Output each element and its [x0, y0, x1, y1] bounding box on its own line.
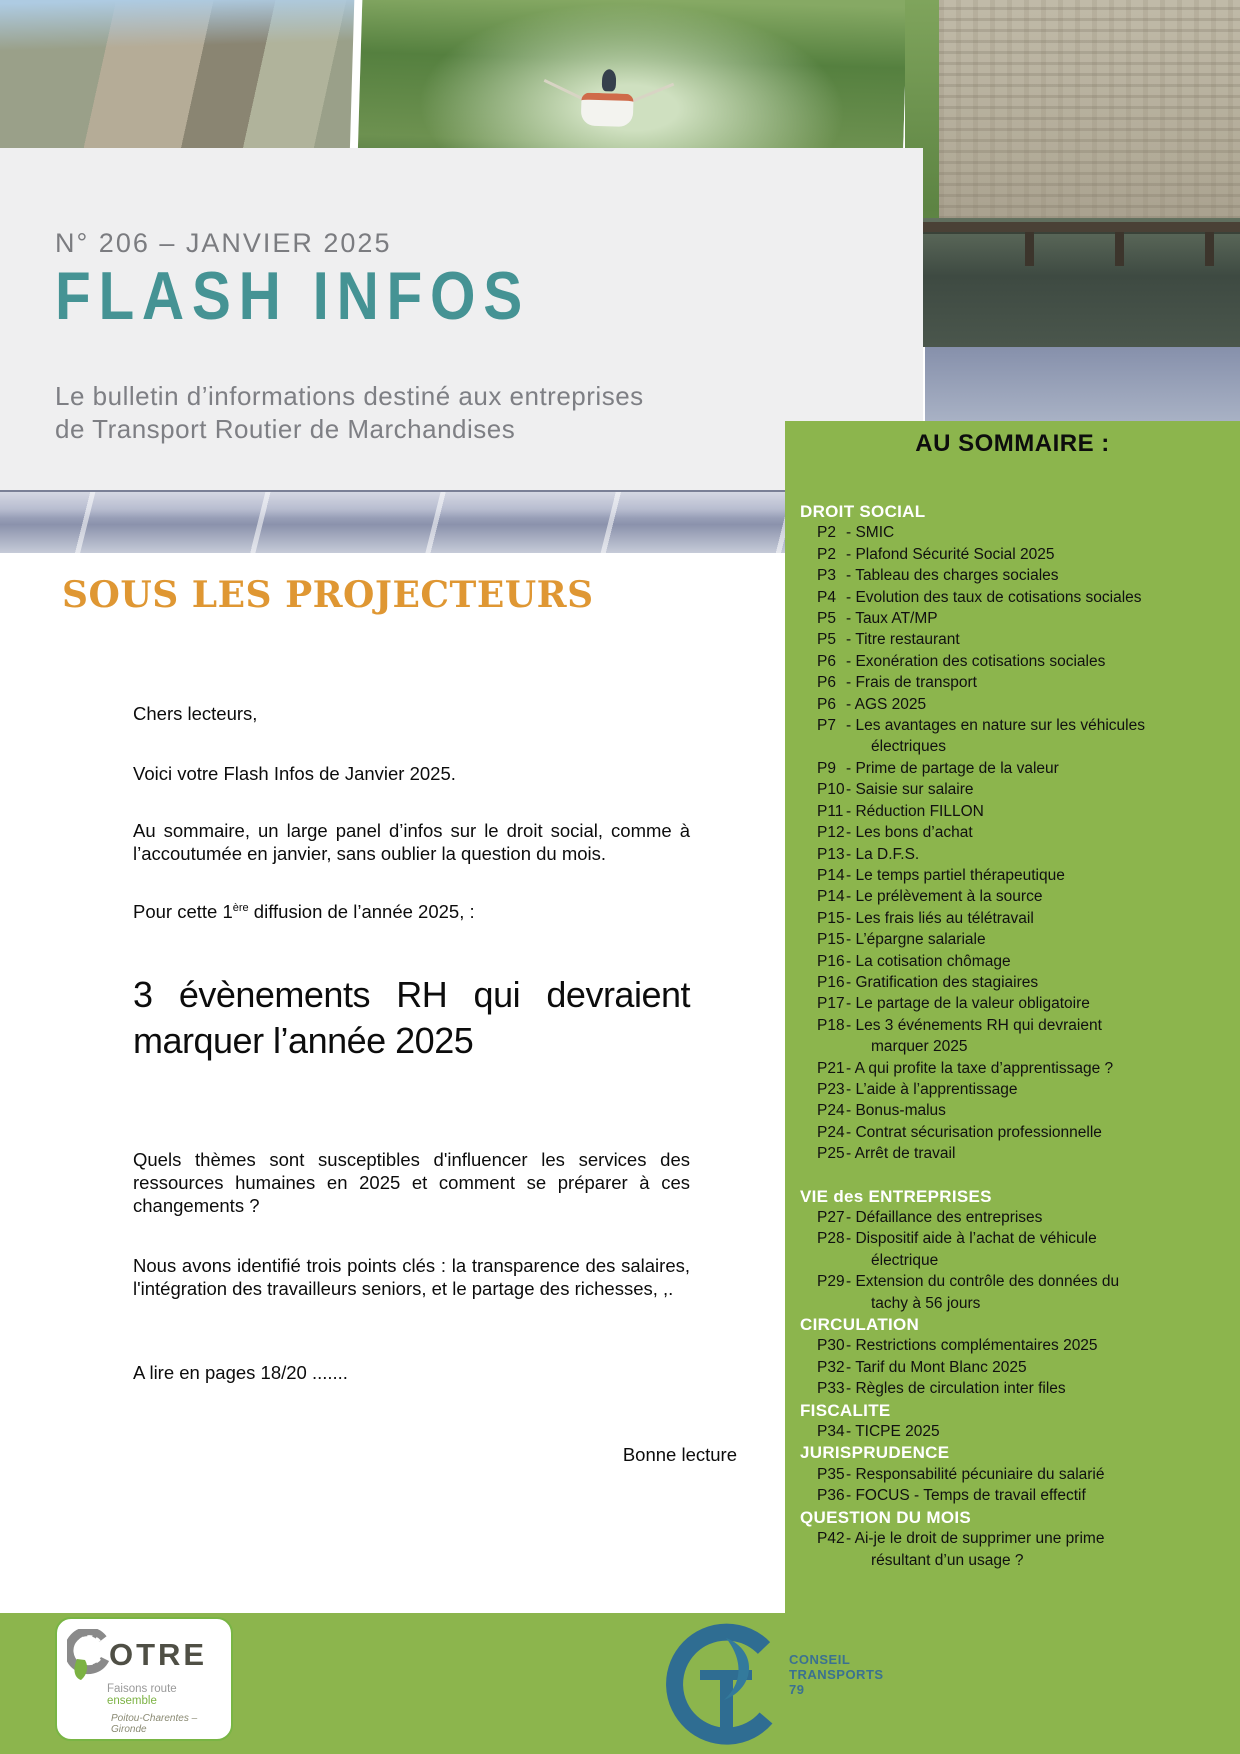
toc-item	[800, 779, 1240, 800]
toc-item	[800, 758, 1240, 779]
toc-item-label: - Evolution des taux de cotisations sociales	[846, 588, 1142, 606]
issue-number: N° 206 – JANVIER 2025	[55, 228, 392, 258]
sommaire-sidebar	[785, 421, 1240, 1754]
toc-item-label: - Frais de transport	[846, 674, 977, 692]
toc-page-number: P34	[817, 1423, 845, 1441]
toc-item	[800, 672, 1240, 693]
toc-section-heading: JURISPRUDENCE	[800, 1443, 950, 1463]
toc-section	[800, 501, 1240, 1165]
table-of-contents	[785, 501, 1240, 1571]
toc-page-number: P15	[817, 931, 845, 949]
toc-item-label: - Les frais liés au télétravail	[846, 909, 1034, 927]
rower-figure	[602, 69, 617, 91]
toc-item	[800, 1485, 1240, 1506]
toc-item-label: - SMIC	[846, 524, 895, 542]
otre-tagline	[67, 1683, 223, 1707]
toc-item-label: - Les bons d’achat	[846, 824, 973, 842]
toc-item	[800, 972, 1240, 993]
newsletter-subtitle	[55, 380, 644, 446]
toc-item-label: - La cotisation chômage	[846, 952, 1011, 970]
diffusion-line	[133, 897, 690, 923]
toc-item-label: - Tarif du Mont Blanc 2025	[846, 1358, 1027, 1376]
otre-tagline-gray: Faisons route	[107, 1683, 177, 1695]
toc-page-number: P36	[817, 1487, 845, 1505]
toc-item	[800, 1058, 1240, 1079]
toc-page-number: P12	[817, 824, 845, 842]
toc-item-label: - Défaillance des entreprises	[846, 1209, 1043, 1226]
toc-page-number: P28	[817, 1230, 845, 1248]
toc-item	[800, 1015, 1240, 1036]
toc-item-label: - L’épargne salariale	[846, 931, 986, 949]
toc-item	[800, 822, 1240, 843]
toc-item	[800, 1207, 1240, 1228]
toc-section-heading: QUESTION DU MOIS	[800, 1507, 972, 1527]
toc-item	[800, 801, 1240, 822]
toc-item-label: - La D.F.S.	[846, 845, 920, 863]
toc-page-number: P32	[817, 1358, 845, 1376]
diffusion-superscript: ère	[232, 902, 249, 914]
toc-item	[800, 1228, 1240, 1249]
toc-page-number: P15	[817, 909, 845, 927]
toc-item	[800, 608, 1240, 629]
toc-page-number: P10	[817, 781, 845, 799]
toc-page-number: P14	[817, 866, 845, 884]
toc-item-label: - Règles de circulation inter files	[846, 1380, 1066, 1398]
toc-item-label: - Responsabilité pécuniaire du salarié	[846, 1465, 1105, 1483]
toc-page-number: P35	[817, 1465, 845, 1483]
toc-item	[800, 908, 1240, 929]
toc-page-number: P25	[817, 1145, 845, 1163]
toc-item-label: - Extension du contrôle des données du	[846, 1273, 1120, 1291]
conseil-line-3: 79	[789, 1682, 805, 1697]
toc-section-heading: DROIT SOCIAL	[800, 502, 926, 521]
toc-page-number: P6	[817, 652, 836, 670]
photo-castle-moat	[905, 0, 1240, 347]
toc-item-label: - Tableau des charges sociales	[846, 567, 1059, 585]
toc-item-label: - Saisie sur salaire	[846, 781, 974, 799]
toc-page-number: P23	[817, 1080, 845, 1098]
toc-item	[800, 865, 1240, 886]
toc-item	[800, 565, 1240, 586]
toc-page-number: P16	[817, 973, 845, 991]
toc-item	[800, 1357, 1240, 1378]
toc-item-label: - Bonus-malus	[846, 1102, 946, 1120]
toc-item	[800, 1378, 1240, 1399]
read-more-line: A lire en pages 18/20 .......	[133, 1362, 348, 1384]
toc-item-label: - Les avantages en nature sur les véhicules	[846, 717, 1145, 735]
toc-item-label: - Gratification des stagiaires	[846, 973, 1039, 991]
spotlight-heading: SOUS LES PROJECTEURS	[62, 574, 594, 616]
toc-item	[800, 587, 1240, 608]
toc-item	[800, 951, 1240, 972]
toc-item-label: - Dispositif aide à l’achat de véhicule	[846, 1230, 1097, 1248]
toc-item	[800, 1079, 1240, 1100]
toc-page-number: P5	[817, 610, 836, 628]
toc-item-label: - Taux AT/MP	[846, 610, 938, 628]
toc-section	[800, 1314, 1240, 1400]
toc-page-number: P6	[817, 674, 836, 692]
summary-paragraph: Au sommaire, un large panel d’infos sur le droit social, comme à l’accoutumée en janvier, sans oublier la question du mois.	[133, 820, 690, 864]
photo-highway-right	[925, 347, 1240, 423]
toc-page-number: P30	[817, 1337, 845, 1355]
toc-page-number: P2	[817, 524, 836, 542]
toc-item-label: - L’aide à l’apprentissage	[846, 1080, 1018, 1098]
conseil-line-1: CONSEIL	[789, 1652, 851, 1667]
toc-section	[800, 1186, 1240, 1314]
toc-item	[800, 522, 1240, 543]
toc-item	[800, 929, 1240, 950]
diffusion-suffix: diffusion de l’année 2025, :	[248, 901, 475, 923]
toc-item-label: - Prime de partage de la valeur	[846, 759, 1059, 777]
toc-page-number: P27	[817, 1209, 845, 1226]
closing-line: Bonne lecture	[622, 1444, 737, 1466]
toc-page-number: P24	[817, 1102, 845, 1120]
question-paragraph: Quels thèmes sont susceptibles d'influencer les services des ressources humaines en 2025 et comment se préparer à ces changements ?	[133, 1149, 690, 1217]
intro-line: Voici votre Flash Infos de Janvier 2025.	[133, 763, 456, 784]
toc-item-label: - TICPE 2025	[846, 1423, 940, 1441]
toc-item-label: - Plafond Sécurité Social 2025	[846, 545, 1055, 563]
toc-item	[800, 1143, 1240, 1164]
toc-item-label: - Le prélèvement à la source	[846, 888, 1043, 906]
toc-item-label: - FOCUS - Temps de travail effectif	[846, 1487, 1086, 1505]
castle-moat-water	[905, 218, 1240, 347]
toc-item-continuation: électriques	[871, 738, 946, 756]
toc-item-continuation: électrique	[871, 1251, 939, 1269]
toc-item-continuation: tachy à 56 jours	[871, 1294, 981, 1312]
toc-page-number: P5	[817, 631, 836, 649]
toc-item-label: - Le partage de la valeur obligatoire	[846, 995, 1090, 1013]
toc-item	[800, 886, 1240, 907]
toc-section	[800, 1442, 1240, 1506]
toc-item-label: - Les 3 événements RH qui devraient	[846, 1016, 1102, 1034]
otre-logo-text: OTRE	[109, 1637, 208, 1672]
toc-item	[800, 544, 1240, 565]
toc-section-heading: VIE des ENTREPRISES	[800, 1186, 992, 1206]
conseil-transports-logo	[660, 1622, 884, 1750]
toc-item-label: - A qui profite la taxe d’apprentissage ?	[846, 1059, 1114, 1077]
toc-item	[800, 629, 1240, 650]
bridge-post	[1115, 232, 1124, 266]
toc-page-number: P14	[817, 888, 845, 906]
toc-section-heading: CIRCULATION	[800, 1315, 920, 1335]
editorial-letter	[133, 702, 737, 1466]
toc-page-number: P9	[817, 759, 836, 777]
toc-page-number: P18	[817, 1016, 845, 1034]
otre-tagline-green: ensemble	[107, 1695, 157, 1707]
toc-page-number: P13	[817, 845, 845, 863]
toc-page-number: P4	[817, 588, 836, 606]
toc-page-number: P33	[817, 1380, 845, 1398]
toc-item	[800, 694, 1240, 715]
toc-item	[800, 844, 1240, 865]
toc-section	[800, 1507, 1240, 1571]
toc-page-number: P7	[817, 717, 836, 735]
toc-item-label: - Exonération des cotisations sociales	[846, 652, 1106, 670]
key-points-paragraph: Nous avons identifié trois points clés : la transparence des salaires, l'intégration des travailleurs seniors, et le partage des richesses, ,.	[133, 1255, 690, 1300]
otre-region: Poitou-Charentes – Gironde	[111, 1713, 198, 1735]
toc-item	[800, 993, 1240, 1014]
photo-fog-overlay	[0, 490, 785, 518]
conseil-logo-text	[789, 1652, 884, 1697]
toc-item	[800, 1122, 1240, 1143]
toc-page-number: P6	[817, 695, 836, 713]
toc-item	[800, 651, 1240, 672]
toc-item-label: - Le temps partiel thérapeutique	[846, 866, 1065, 884]
toc-item-label: - Ai-je le droit de supprimer une prime	[846, 1530, 1105, 1548]
salutation: Chers lecteurs,	[133, 703, 258, 724]
subtitle-line-2: de Transport Routier de Marchandises	[55, 414, 516, 444]
castle-stone-wall	[939, 0, 1240, 230]
toc-page-number: P42	[817, 1530, 845, 1548]
toc-page-number: P16	[817, 952, 845, 970]
toc-section-heading: FISCALITE	[800, 1400, 891, 1420]
toc-item	[800, 1335, 1240, 1356]
toc-item-label: - Contrat sécurisation professionnelle	[846, 1123, 1102, 1141]
toc-section	[800, 1400, 1240, 1443]
toc-page-number: P3	[817, 567, 836, 585]
conseil-ct-icon	[660, 1622, 785, 1750]
toc-item-continuation: résultant d’un usage ?	[871, 1551, 1024, 1569]
conseil-line-2: TRANSPORTS	[789, 1667, 884, 1682]
photo-highway-strip	[0, 490, 785, 553]
sommaire-title: AU SOMMAIRE :	[915, 430, 1110, 457]
toc-item-label: - Réduction FILLON	[846, 802, 984, 820]
toc-item-continuation: marquer 2025	[871, 1038, 968, 1056]
diffusion-prefix: Pour cette 1	[133, 901, 233, 923]
toc-page-number: P17	[817, 995, 845, 1013]
newsletter-title: FLASH INFOS	[55, 258, 531, 334]
feature-title: 3 évènements RH qui devraient marquer l’année 2025	[133, 974, 690, 1062]
toc-item-label: - Titre restaurant	[846, 631, 960, 649]
photo-river-rowing	[349, 0, 917, 148]
photo-castle-towers	[0, 0, 395, 148]
toc-item	[800, 1271, 1240, 1292]
toc-page-number: P11	[817, 802, 844, 820]
toc-item-label: - AGS 2025	[846, 695, 927, 713]
toc-item	[800, 1100, 1240, 1121]
toc-page-number: P2	[817, 545, 836, 563]
toc-page-number: P29	[817, 1273, 845, 1291]
rowing-boat	[581, 92, 634, 127]
toc-page-number: P21	[817, 1059, 845, 1077]
bridge-post	[1205, 232, 1214, 266]
castle-footbridge	[905, 222, 1240, 232]
toc-item-label: - Restrictions complémentaires 2025	[846, 1337, 1098, 1355]
otre-logo-card	[55, 1617, 233, 1741]
otre-swirl-icon	[67, 1629, 109, 1681]
bridge-post	[1025, 232, 1034, 266]
toc-item-label: - Arrêt de travail	[846, 1145, 956, 1163]
toc-item	[800, 1464, 1240, 1485]
toc-item	[800, 1528, 1240, 1549]
subtitle-line-1: Le bulletin d’informations destiné aux entreprises	[55, 381, 644, 411]
toc-item	[800, 715, 1240, 736]
toc-item	[800, 1421, 1240, 1442]
toc-page-number: P24	[817, 1123, 845, 1141]
